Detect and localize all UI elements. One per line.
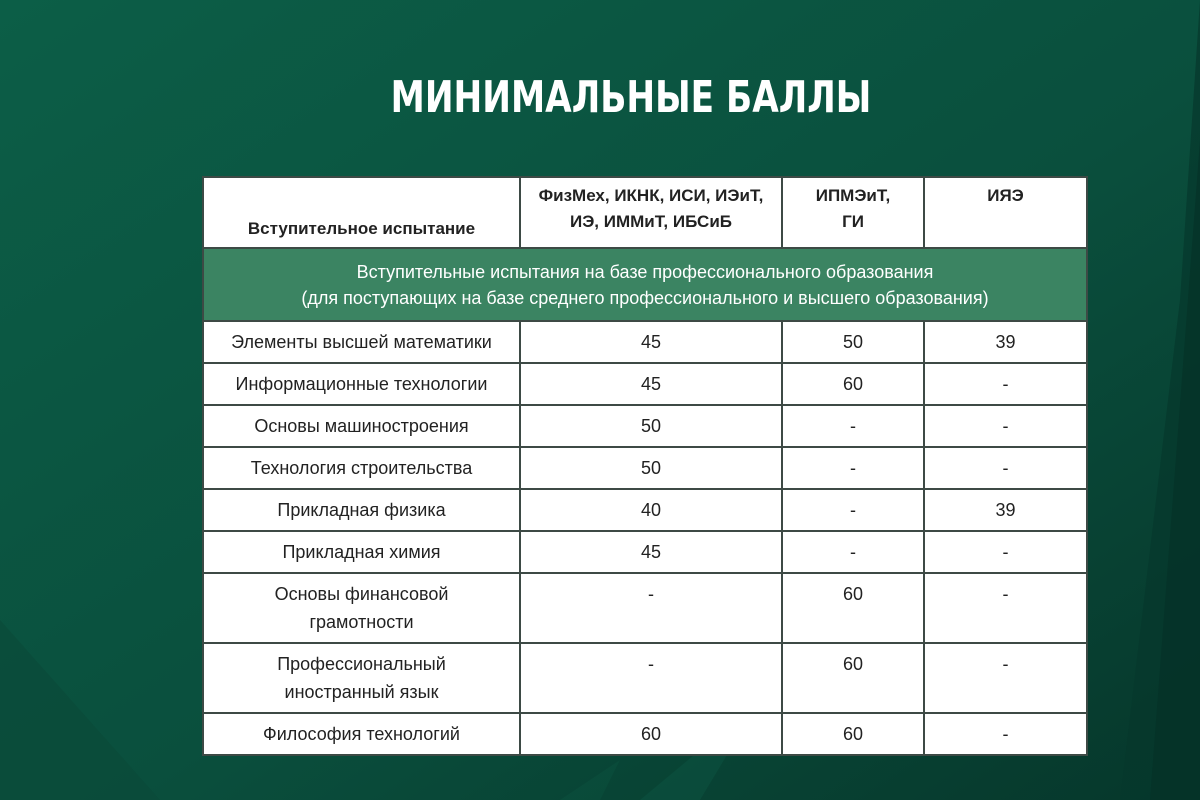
header-subject: Вступительное испытание: [203, 177, 520, 248]
subject-line2: грамотности: [309, 612, 414, 632]
section-line1: Вступительные испытания на базе профессионального образования: [356, 261, 934, 282]
score-cell-group2: 60: [782, 713, 924, 755]
table-row: [203, 447, 1087, 489]
subject-cell: Элементы высшей математики: [203, 321, 520, 363]
score-cell-group3: -: [924, 447, 1087, 489]
subject-cell: Информационные технологии: [203, 363, 520, 405]
section-row: [203, 248, 1087, 321]
table-row: [203, 573, 1087, 643]
subject-cell: Прикладная химия: [203, 531, 520, 573]
header-group1-line1: ФизМех, ИКНК, ИСИ, ИЭиТ,: [538, 186, 764, 205]
score-cell-group1: 40: [520, 489, 782, 531]
subject-line1: Основы финансовой: [274, 584, 449, 604]
score-cell-group3: -: [924, 573, 1087, 643]
score-cell-group2: -: [782, 489, 924, 531]
score-cell-group2: 60: [782, 643, 924, 713]
subject-cell: Технология строительства: [203, 447, 520, 489]
table-row: [203, 363, 1087, 405]
score-cell-group3: -: [924, 363, 1087, 405]
score-cell-group2: 50: [782, 321, 924, 363]
header-group2: [782, 177, 924, 248]
score-cell-group1: 45: [520, 321, 782, 363]
score-cell-group1: 60: [520, 713, 782, 755]
subject-line1: Профессиональный: [277, 654, 446, 674]
table-row: [203, 489, 1087, 531]
score-cell-group2: -: [782, 405, 924, 447]
score-cell-group3: -: [924, 643, 1087, 713]
subject-cell: Прикладная физика: [203, 489, 520, 531]
header-group2-line1: ИПМЭиТ,: [815, 186, 891, 205]
score-cell-group1: 45: [520, 531, 782, 573]
subject-line2: иностранный язык: [284, 682, 439, 702]
score-cell-group3: -: [924, 405, 1087, 447]
subject-cell: [203, 643, 520, 713]
table-header-row: [203, 177, 1087, 248]
score-cell-group3: -: [924, 531, 1087, 573]
section-line2: (для поступающих на базе среднего профессионального и высшего образования): [301, 287, 989, 308]
table-row: [203, 405, 1087, 447]
score-cell-group1: 50: [520, 405, 782, 447]
score-cell-group1: -: [520, 573, 782, 643]
subject-cell: [203, 573, 520, 643]
header-group2-line2: ГИ: [842, 212, 864, 231]
score-cell-group1: 50: [520, 447, 782, 489]
scores-table: [202, 176, 1088, 756]
subject-cell: Основы машиностроения: [203, 405, 520, 447]
table-row: [203, 321, 1087, 363]
page-title: МИНИМАЛЬНЫЕ БАЛЛЫ: [390, 72, 872, 123]
score-cell-group1: 45: [520, 363, 782, 405]
score-cell-group3: 39: [924, 321, 1087, 363]
score-cell-group3: -: [924, 713, 1087, 755]
score-cell-group2: 60: [782, 363, 924, 405]
table-row: [203, 643, 1087, 713]
header-group3: ИЯЭ: [924, 177, 1087, 248]
header-group1: [520, 177, 782, 248]
table-row: [203, 531, 1087, 573]
score-cell-group2: 60: [782, 573, 924, 643]
score-cell-group2: -: [782, 447, 924, 489]
table-row: [203, 713, 1087, 755]
section-banner: [203, 248, 1087, 321]
subject-cell: Философия технологий: [203, 713, 520, 755]
score-cell-group3: 39: [924, 489, 1087, 531]
score-cell-group1: -: [520, 643, 782, 713]
score-cell-group2: -: [782, 531, 924, 573]
header-group1-line2: ИЭ, ИММиТ, ИБСиБ: [569, 212, 733, 231]
